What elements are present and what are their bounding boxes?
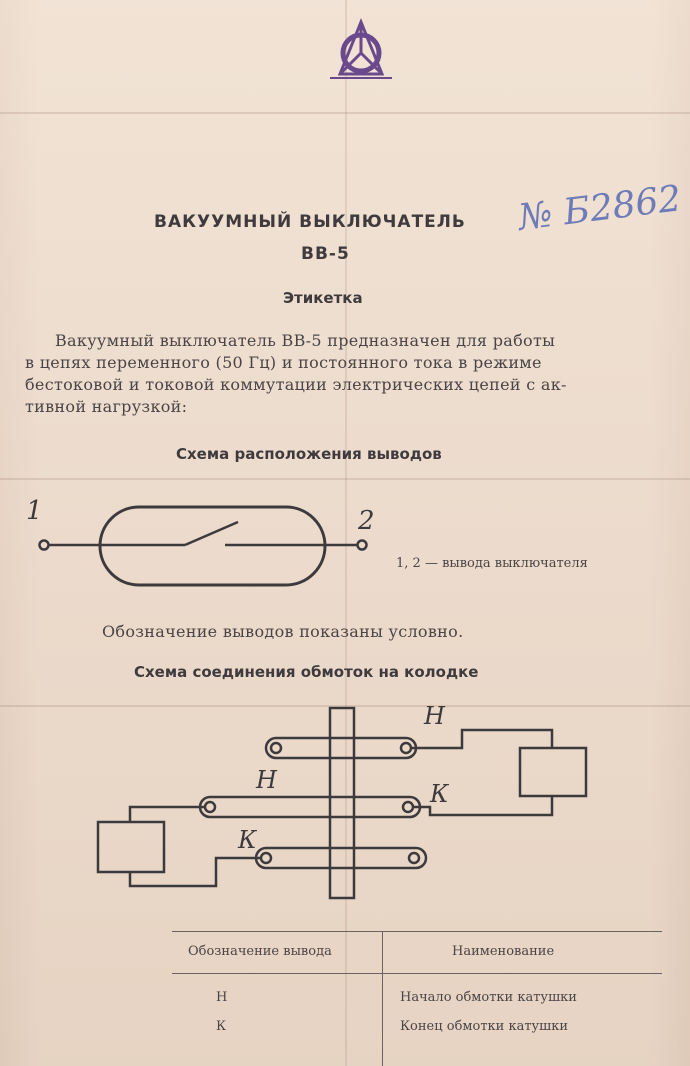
handwritten-serial-number: № Б2862 <box>516 178 684 239</box>
product-title: ВАКУУМНЫЙ ВЫКЛЮЧАТЕЛЬ <box>154 212 466 232</box>
pin-scheme-heading: Схема расположения выводов <box>176 445 442 463</box>
table-column-rule <box>382 931 383 1066</box>
pin-2-label: 2 <box>358 506 375 536</box>
description-line: в цепях переменного (50 Гц) и постоянного тока в режиме <box>25 353 542 372</box>
label-heading: Этикетка <box>283 289 363 307</box>
terminal-label: К <box>238 826 257 854</box>
winding-diagram <box>90 700 600 910</box>
description-line: бестоковой и токовой коммутации электрических цепей с ак- <box>25 375 567 394</box>
terminal-label: К <box>430 780 449 808</box>
table-header-name: Наименование <box>452 944 555 959</box>
triangle-circle-logo-icon <box>322 16 400 86</box>
winding-scheme-heading: Схема соединения обмоток на колодке <box>134 663 479 681</box>
pin-legend: 1, 2 — вывода выключателя <box>396 556 588 571</box>
description-line: Вакуумный выключатель ВВ-5 предназначен для работы <box>55 331 556 350</box>
pin-note: Обозначение выводов показаны условно. <box>102 622 464 641</box>
terminal-label: Н <box>424 702 445 730</box>
table-cell-designation: К <box>216 1019 227 1034</box>
description-line: тивной нагрузкой: <box>25 397 188 416</box>
table-top-rule <box>172 931 662 932</box>
table-cell-name: Конец обмотки катушки <box>400 1019 569 1034</box>
table-cell-designation: Н <box>216 990 228 1005</box>
table-header-rule <box>172 973 662 974</box>
switch-diagram <box>20 495 390 595</box>
pin-1-label: 1 <box>26 496 43 526</box>
table-header-designation: Обозначение вывода <box>188 944 332 959</box>
table-cell-name: Начало обмотки катушки <box>400 990 577 1005</box>
terminal-label: Н <box>256 766 277 794</box>
product-model: ВВ-5 <box>301 244 350 264</box>
